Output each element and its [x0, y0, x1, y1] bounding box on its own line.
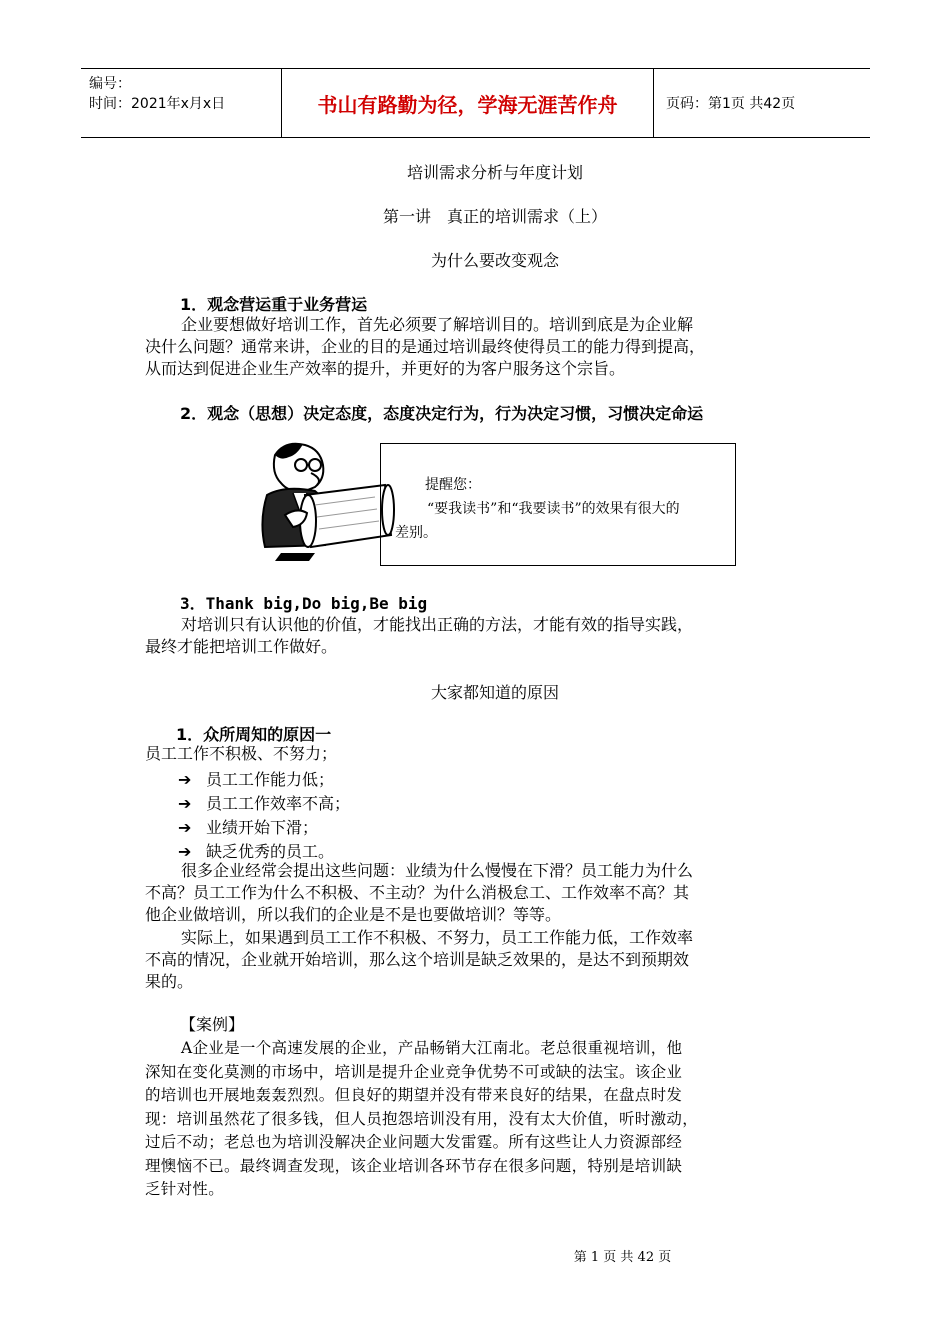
bullet-item — [178, 839, 334, 862]
bullet-item — [178, 815, 318, 838]
bullet-text: 业绩开始下滑； — [206, 818, 319, 837]
right-arrow-icon: ➔ — [178, 842, 192, 861]
document-title: 培训需求分析与年度计划 — [406, 163, 583, 182]
paragraph-1-line-1: 企业要想做好培训工作，首先必须要了解培训目的。培训到底是为企业解 — [181, 315, 694, 334]
header-middle-cell — [282, 69, 654, 137]
man-holding-scroll-illustration — [245, 435, 395, 563]
paragraph-2-line-2: 最终才能把培训工作做好。 — [145, 637, 338, 656]
subheading-2: 2．观念（思想）决定态度，态度决定行为，行为决定习惯，习惯决定命运 — [180, 404, 704, 423]
header-right-cell — [654, 69, 870, 137]
paragraph-3-line-2: 不高？员工工作为什么不积极、不主动？为什么消极怠工、工作效率不高？其 — [145, 883, 690, 902]
subheading-4: 1．众所周知的原因一 — [176, 725, 332, 744]
reminder-box — [380, 443, 736, 566]
header-left-cell — [81, 69, 282, 137]
bullet-item — [178, 791, 350, 814]
bullet-text: 员工工作能力低； — [206, 770, 335, 789]
list-intro: 员工工作不积极、不努力； — [145, 744, 338, 763]
right-arrow-icon: ➔ — [178, 770, 192, 789]
section-heading-1: 为什么要改变观念 — [430, 251, 559, 270]
lecture-title: 第一讲 真正的培训需求（上） — [382, 207, 607, 226]
bullet-text: 缺乏优秀的员工。 — [206, 842, 335, 861]
paragraph-1-line-2: 决什么问题？通常来讲，企业的目的是通过培训最终使得员工的能力得到提高， — [145, 337, 706, 356]
right-arrow-icon: ➔ — [178, 794, 192, 813]
case-line: 深知在变化莫测的市场中，培训是提升企业竞争优势不可或缺的法宝。该企业 — [145, 1062, 683, 1081]
right-arrow-icon: ➔ — [178, 818, 192, 837]
reminder-line-2: 差别。 — [395, 525, 437, 541]
paragraph-2 — [145, 614, 815, 658]
page-info: 页码：第1页 共42页 — [666, 96, 796, 112]
case-line: A企业是一个高速发展的企业，产品畅销大江南北。老总很重视培训，他 — [181, 1039, 683, 1057]
case-paragraph — [145, 1037, 825, 1202]
document-header — [81, 68, 870, 138]
bullet-item — [178, 767, 334, 790]
paragraph-3-line-1: 很多企业经常会提出这些问题：业绩为什么慢慢在下滑？员工能力为什么 — [181, 861, 694, 880]
bullet-text: 员工工作效率不高； — [206, 794, 351, 813]
reminder-line-1: “要我读书”和“我要读书”的效果有很大的 — [427, 501, 680, 517]
subheading-3: 3．Thank big,Do big,Be big — [180, 594, 428, 613]
paragraph-2-line-1: 对培训只有认识他的价值，才能找出正确的方法，才能有效的指导实践， — [181, 615, 694, 634]
paragraph-3-line-3: 他企业做培训，所以我们的企业是不是也要做培训？等等。 — [145, 905, 562, 924]
case-line: 乏针对性。 — [145, 1180, 225, 1198]
section-heading-2: 大家都知道的原因 — [430, 683, 559, 702]
paragraph-4-line-2: 不高的情况，企业就开始培训，那么这个培训是缺乏效果的，是达不到预期效 — [145, 950, 690, 969]
time-label: 时间：2021年x月x日 — [89, 96, 226, 112]
number-label: 编号： — [89, 76, 131, 92]
case-line: 理懊恼不已。最终调查发现，该企业培训各环节存在很多问题，特别是培训缺 — [145, 1156, 683, 1175]
paragraph-3 — [145, 860, 815, 926]
paragraph-1 — [145, 314, 815, 380]
motto-text: 书山有路勤为径，学海无涯苦作舟 — [317, 92, 618, 117]
case-line: 的培训也开展地轰轰烈烈。但良好的期望并没有带来良好的结果，在盘点时发 — [145, 1086, 683, 1104]
subheading-1: 1．观念营运重于业务营运 — [180, 295, 368, 314]
case-line: 现：培训虽然花了很多钱，但人员抱怨培训没有用，没有太大价值，听时激动， — [145, 1109, 699, 1128]
page-footer: 第 1 页 共 42 页 — [573, 1250, 672, 1265]
case-line: 过后不动；老总也为培训没解决企业问题大发雷霆。所有这些让人力资源部经 — [145, 1133, 683, 1151]
paragraph-4-line-1: 实际上，如果遇到员工工作不积极、不努力，员工工作能力低，工作效率 — [181, 928, 694, 947]
case-label: 【案例】 — [180, 1015, 245, 1034]
paragraph-1-line-3: 从而达到促进企业生产效率的提升，并更好的为客户服务这个宗旨。 — [145, 359, 626, 378]
paragraph-4 — [145, 927, 815, 993]
paragraph-4-line-3: 果的。 — [145, 972, 194, 991]
reminder-title: 提醒您： — [425, 477, 481, 493]
